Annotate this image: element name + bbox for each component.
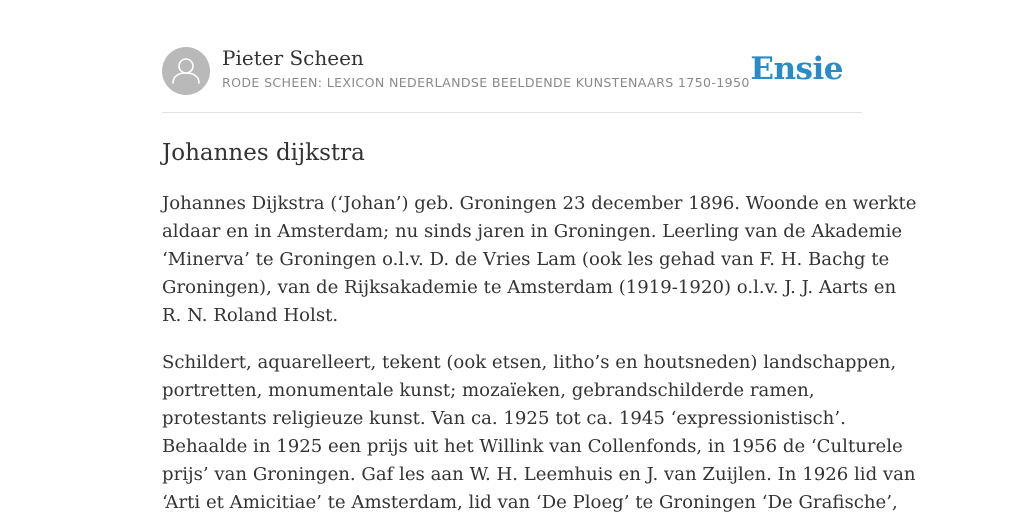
ensie-logo[interactable]: Ensie bbox=[750, 51, 843, 87]
text-line: Johannes Dijkstra (‘Johan’) geb. Groningen 23 december 1896. Woonde en werkte bbox=[162, 193, 917, 214]
text-line: ‘Minerva’ te Groningen o.l.v. D. de Vries Lam (ook les gehad van F. H. Bachg te bbox=[162, 249, 890, 270]
article-title: Johannes dijkstra bbox=[162, 140, 365, 166]
text-line: prijs’ van Groningen. Gaf les aan W. H. Leemhuis en J. van Zuijlen. In 1926 lid van bbox=[162, 464, 916, 485]
article-container bbox=[162, 0, 917, 512]
text-line: protestants religieuze kunst. Van ca. 1925 tot ca. 1945 ‘expressionistisch’. bbox=[162, 408, 846, 429]
author-name[interactable]: Pieter Scheen bbox=[222, 46, 364, 70]
text-line: Groningen), van de Rijksakademie te Amsterdam (1919-1920) o.l.v. J. J. Aarts en bbox=[162, 277, 897, 298]
author-avatar[interactable] bbox=[162, 47, 210, 95]
article-header bbox=[162, 0, 862, 113]
text-line: Behaalde in 1925 een prijs uit het Willink van Collenfonds, in 1956 de ‘Culturele bbox=[162, 436, 903, 457]
paragraph bbox=[162, 349, 916, 512]
text-line: portretten, monumentale kunst; mozaïeken, gebrandschilderde ramen, bbox=[162, 380, 815, 401]
text-line: Schildert, aquarelleert, tekent (ook etsen, litho’s en houtsneden) landschappen, bbox=[162, 352, 897, 373]
text-line: R. N. Roland Holst. bbox=[162, 305, 339, 326]
source-title[interactable]: RODE SCHEEN: LEXICON NEDERLANDSE BEELDENDE KUNSTENAARS 1750-1950 bbox=[222, 75, 750, 90]
text-line: aldaar en in Amsterdam; nu sinds jaren in Groningen. Leerling van de Akademie bbox=[162, 221, 903, 242]
text-line: ‘Arti et Amicitiae’ te Amsterdam, lid van ‘De Ploeg’ te Groningen ‘De Grafische’, bbox=[162, 492, 898, 512]
paragraph bbox=[162, 190, 917, 330]
article-body bbox=[162, 190, 917, 512]
user-silhouette-icon bbox=[162, 47, 210, 95]
